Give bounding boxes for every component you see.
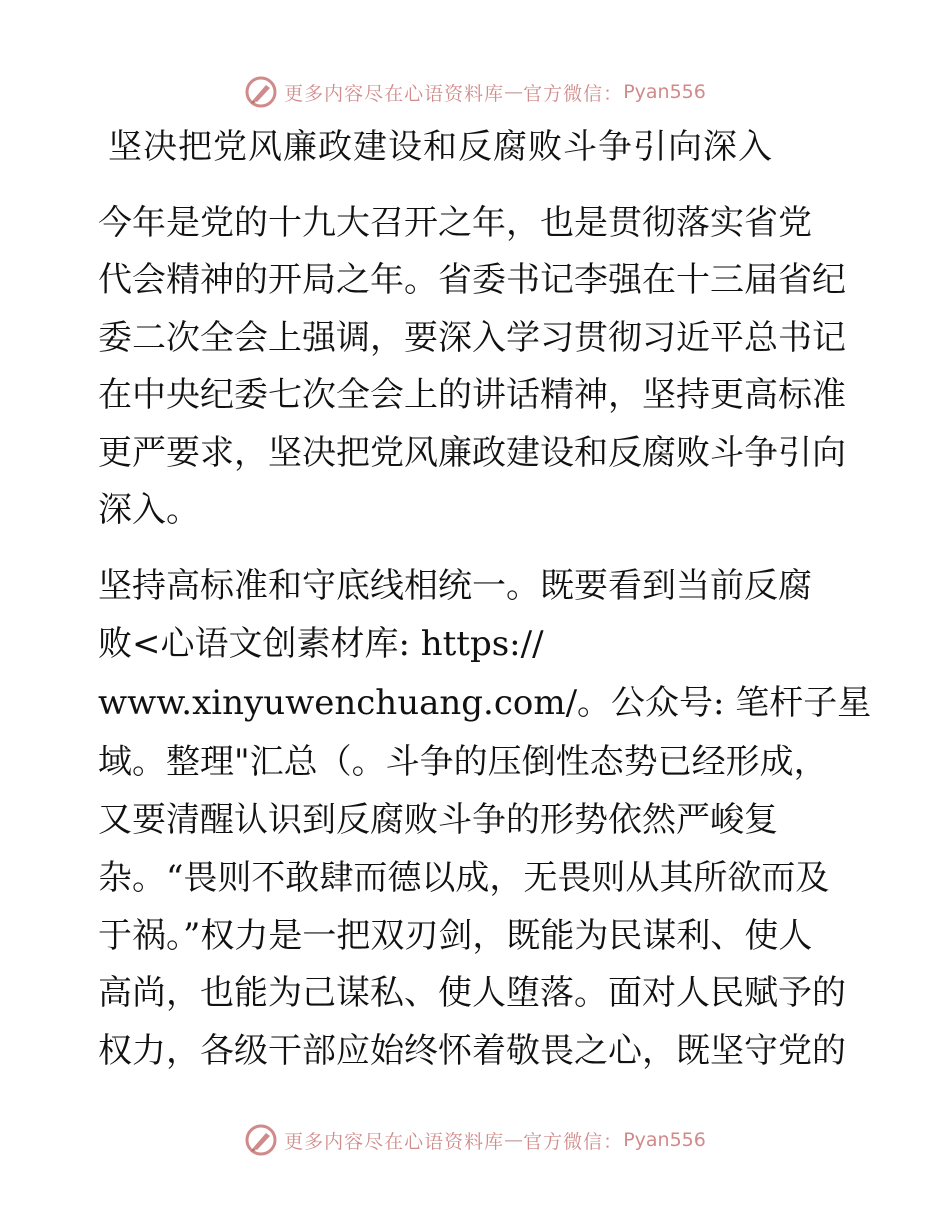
- banner-wechat-label: 官方微信：: [523, 1130, 624, 1153]
- paragraph-line: 杂。“畏则不敢肆而德以成，无畏则从其所欲而及: [98, 858, 830, 898]
- paragraph-line: www.xinyuwenchuang.com/。公众号: 笔杆子星: [98, 683, 872, 723]
- banner-wechat-label: 官方微信：: [523, 82, 624, 105]
- paragraph-line: 于祸。”权力是一把双刃剑，既能为民谋利、使人: [98, 916, 813, 956]
- paragraph-line: 域。整理"汇总（。斗争的压倒性态势已经形成，: [98, 742, 828, 782]
- paragraph-line: 权力，各级干部应始终怀着敬畏之心，既坚守党的: [98, 1031, 846, 1071]
- paragraph-line: 今年是党的十九大召开之年，也是贯彻落实省党: [98, 203, 812, 243]
- pen-logo-icon: [244, 75, 278, 109]
- pen-logo-icon: [244, 1123, 278, 1157]
- paragraph-line: 更严要求，坚决把党风廉政建设和反腐败斗争引向: [98, 433, 846, 473]
- paragraph-line: 在中央纪委七次全会上的讲话精神，坚持更高标准: [98, 375, 846, 415]
- banner-wechat-id: Pyan556: [623, 81, 706, 103]
- banner-dash: —: [504, 81, 524, 103]
- paragraph-line: 高尚，也能为己谋私、使人堕落。面对人民赋予的: [98, 973, 846, 1013]
- banner-wechat-id: Pyan556: [623, 1129, 706, 1151]
- header-banner: [0, 72, 950, 112]
- paragraph-line: 代会精神的开局之年。省委书记李强在十三届省纪: [98, 260, 846, 300]
- footer-banner: [0, 1120, 950, 1160]
- banner-text: 更多内容尽在心语资料库: [284, 82, 505, 105]
- document-title: 坚决把党风廉政建设和反腐败斗争引向深入: [108, 127, 773, 167]
- paragraph-line: 坚持高标准和守底线相统一。既要看到当前反腐: [98, 566, 812, 606]
- paragraph-line: 深入。: [98, 490, 200, 530]
- paragraph-line: 败<心语文创素材库: https://: [98, 624, 544, 664]
- paragraph-line: 又要清醒认识到反腐败斗争的形势依然严峻复: [98, 800, 778, 840]
- paragraph-line: 委二次全会上强调，要深入学习贯彻习近平总书记: [98, 318, 846, 358]
- banner-text: 更多内容尽在心语资料库: [284, 1130, 505, 1153]
- banner-dash: —: [504, 1129, 524, 1151]
